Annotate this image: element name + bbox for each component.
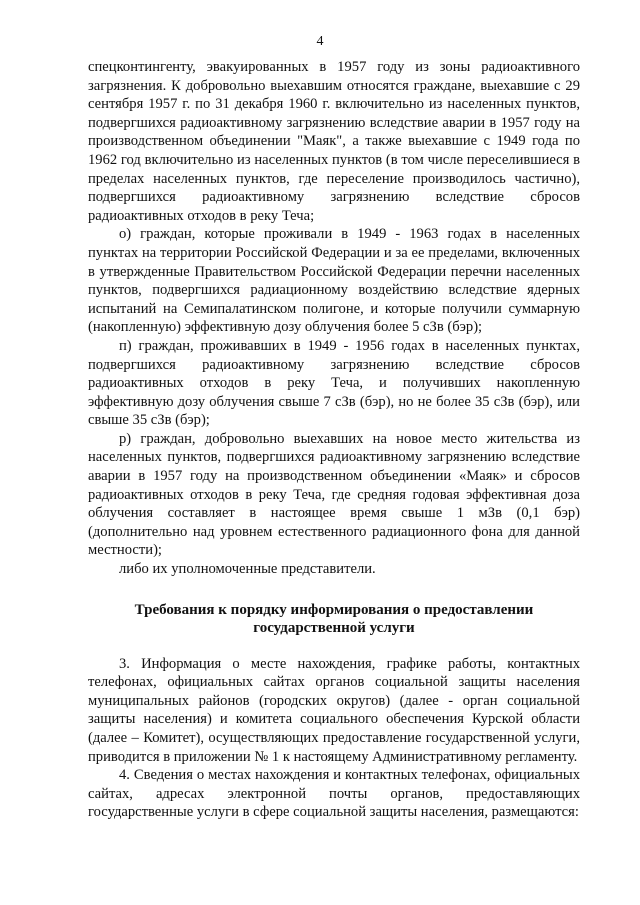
document-body — [88, 58, 580, 822]
page-number: 4 — [316, 34, 324, 49]
section-heading — [88, 601, 580, 637]
paragraph-item-r: р) граждан, добровольно выехавших на новое место жительства из населенных пунктов, подвергшихся радиоактивному загрязнению вследствие аварии в 1957 году на производственном объединении «Маяк» и сбросов радиоактивных отходов в реку Теча, где средняя годовая эффективная доза облучения составляет в настоящее время свыше 1 мЗв (0,1 бэр) (дополнительно над уровнем естественного радиационного фона для данной местности); — [88, 430, 580, 559]
section-heading-line-2: государственной услуги — [253, 619, 415, 636]
section-heading-line-1: Требования к порядку информирования о предоставлении — [134, 601, 534, 618]
paragraph-4: 4. Сведения о местах нахождения и контактных телефонах, официальных сайтах, адресах электронной почты органов, предоставляющих государственные услуги в сфере социальной защиты населения, размещаются: — [88, 767, 580, 821]
paragraph-3: 3. Информация о месте нахождения, графике работы, контактных телефонах, официальных сайтах органов социальной защиты населения муниципальных районов (городских округов) (далее - орган социальной защиты населения) и комитета социального обеспечения Курской области (далее – Комитет), осуществляющих предоставление государственной услуги, приводится в приложении № 1 к настоящему Административному регламенту. — [88, 655, 580, 765]
paragraph-continued: спецконтингенту, эвакуированных в 1957 году из зоны радиоактивного загрязнения. К добровольно выехавшим относятся граждане, выехавшие с 29 сентября 1957 г. по 31 декабря 1960 г. включительно из населенных пунктов, подвергшихся радиоактивному загрязнению вследствие аварии в 1957 году на производственном объединении "Маяк", а также выехавшие с 1949 года по 1962 год включительно из населенных пунктов (в том числе переселившиеся в пределах населенных пунктов, где переселение производилось частично), подвергшихся радиоактивному загрязнению вследствие сбросов радиоактивных отходов в реку Теча; — [88, 59, 580, 224]
paragraph-item-p: п) граждан, проживавших в 1949 - 1956 годах в населенных пунктах, подвергшихся радиоактивному загрязнению вследствие сбросов радиоактивных отходов в реку Теча, и получивших накопленную эффективную дозу облучения свыше 7 сЗв (бэр), но не более 35 сЗв (бэр), или свыше 35 сЗв (бэр); — [88, 337, 580, 429]
paragraph-representatives: либо их уполномоченные представители. — [119, 561, 376, 578]
paragraph-item-o: о) граждан, которые проживали в 1949 - 1963 годах в населенных пунктах на территории Российской Федерации и за ее пределами, включенных в утвержденные Правительством Российской Федерации перечни населенных пунктов, подвергшихся радиационному воздействию вследствие ядерных испытаний на Семипалатинском полигоне, и которые получили суммарную (накопленную) эффективную дозу облучения более 5 сЗв (бэр); — [88, 226, 580, 336]
